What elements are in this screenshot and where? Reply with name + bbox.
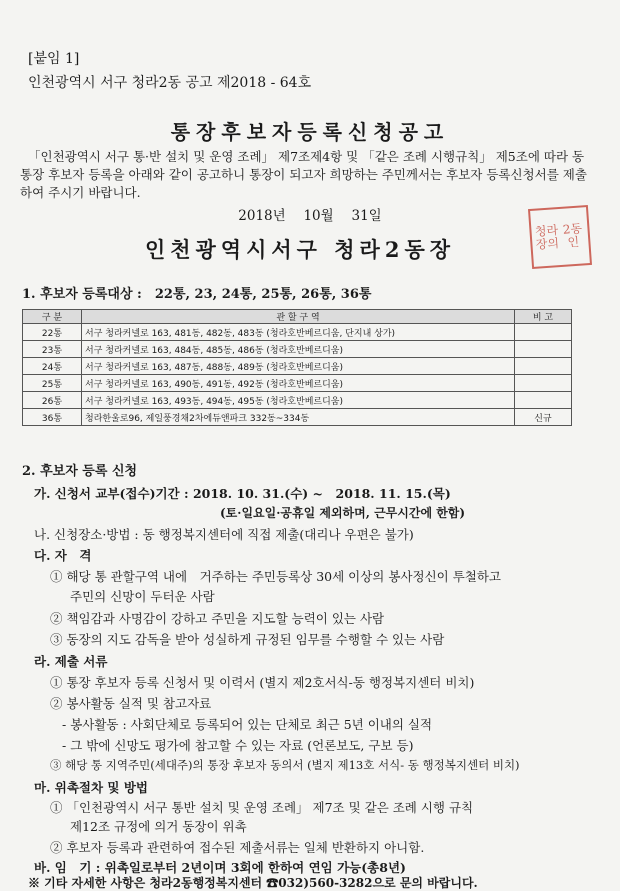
row-num: 23통 [23,341,82,358]
application-period-note: (토·일요일·공휴일 제외하며, 근무시간에 한함) [220,506,466,520]
documents-item-1: ① 통장 후보자 등록 신청서 및 이력서 (별지 제2호서식-동 행정복지센터 비치) [50,675,475,690]
section2-heading: 2. 후보자 등록 신청 [22,464,138,479]
row-num: 22통 [23,324,82,341]
intro-paragraph: 「인천광역시 서구 통·반 설치 및 운영 조례」 제7조제4항 및 「같은 조례 시행규칙」 제5조에 따라 동 통장 후보자 등록을 아래와 같이 공고하니 통장이 되고자 희망하는 주민께서는 후보자 등록신청서를 제출하여 주시기 바랍니다. [20,149,587,200]
documents-heading: 라. 제출 서류 [34,654,108,669]
qualification-heading: 다. 자 격 [34,548,92,563]
qualification-item-2: ② 책임감과 사명감이 강하고 주민을 지도할 능력이 있는 사람 [50,611,385,626]
row-note [515,341,572,358]
documents-item-2: ② 봉사활동 실적 및 참고자료 [50,696,212,711]
page-title: 통장후보자등록신청공고 [170,120,450,144]
row-num: 26통 [23,392,82,409]
table-row [23,409,572,426]
table-row [23,358,572,375]
zones-table [22,309,572,426]
application-period: 가. 신청서 교부(접수)기간 : 2018. 10. 31.(수) ~ 2018. 11. 15.(목) [34,486,451,501]
row-area: 서구 청라커넬로 163, 487동, 488동, 489동 (청라호반베르디움) [82,358,515,375]
documents-item-2a: - 봉사활동 : 사회단체로 등록되어 있는 단체로 최근 5년 이내의 실적 [62,717,433,732]
issuer-name: 인천광역시서구 청라2동장 [144,237,456,262]
table-row [23,375,572,392]
attachment-label: [붙임 1] [28,51,80,67]
row-num: 36통 [23,409,82,426]
notice-date: 2018년 10월 31일 [238,208,382,224]
documents-item-2b: - 그 밖에 신망도 평가에 참고할 수 있는 자료 (언론보도, 구보 등) [62,738,414,753]
qualification-item-1: ① 해당 통 관할구역 내에 거주하는 주민등록상 30세 이상의 봉사정신이 투철하고 [50,569,501,584]
row-area: 서구 청라커넬로 163, 490동, 491동, 492동 (청라호반베르디움) [82,375,515,392]
qualification-item-1-cont: 주민의 신망이 두터운 사람 [70,589,215,604]
section1-heading: 1. 후보자 등록대상 : 22통, 23, 24통, 25통, 26통, 36통 [22,287,372,302]
row-note: 신규 [515,409,572,426]
col-header-division: 구 분 [23,310,82,324]
row-num: 24통 [23,358,82,375]
row-area: 서구 청라커넬로 163, 481동, 482동, 483동 (청라호반베르디움, 단지내 상가) [82,324,515,341]
official-seal-icon: 청라 2동 장의 인 [528,205,592,269]
row-num: 25통 [23,375,82,392]
table-row [23,324,572,341]
row-area: 청라한울로96, 제일풍경채2차에듀앤파크 332동~334동 [82,409,515,426]
table-row [23,341,572,358]
qualification-item-3: ③ 동장의 지도 감독을 받아 성실하게 규정된 임무를 수행할 수 있는 사람 [50,632,445,647]
appointment-item-1-cont: 제12조 규정에 의거 동장이 위촉 [70,819,247,834]
col-header-area: 관 할 구 역 [82,310,515,324]
appointment-item-2: ② 후보자 등록과 관련하여 접수된 제출서류는 일체 반환하지 아니함. [50,840,425,855]
row-note [515,375,572,392]
documents-item-3: ③ 해당 통 지역주민(세대주)의 통장 후보자 동의서 (별지 제13호 서식- 동 행정복지센터 비치) [50,758,520,772]
col-header-note: 비 고 [515,310,572,324]
row-note [515,324,572,341]
appointment-item-1: ① 「인천광역시 서구 통반 설치 및 운영 조례」 제7조 및 같은 조례 시행 규칙 [50,800,474,815]
notice-number: 인천광역시 서구 청라2동 공고 제2018 - 64호 [28,75,312,91]
table-header-row [23,310,572,324]
term-line: 바. 임 기 : 위촉일로부터 2년이며 3회에 한하여 연임 가능(총8년) [34,860,406,875]
row-note [515,358,572,375]
row-note [515,392,572,409]
footer-contact: ※ 기타 자세한 사항은 청라2동행정복지센터 ☎032)560-3282으로 문의 바랍니다. [28,876,478,890]
row-area: 서구 청라커넬로 163, 484동, 485동, 486동 (청라호반베르디움) [82,341,515,358]
table-row [23,392,572,409]
application-place: 나. 신청장소·방법 : 동 행정복지센터에 직접 제출(대리나 우편은 불가) [34,527,414,542]
row-area: 서구 청라커넬로 163, 493동, 494동, 495동 (청라호반베르디움) [82,392,515,409]
appointment-heading: 마. 위촉절차 및 방법 [34,780,149,795]
